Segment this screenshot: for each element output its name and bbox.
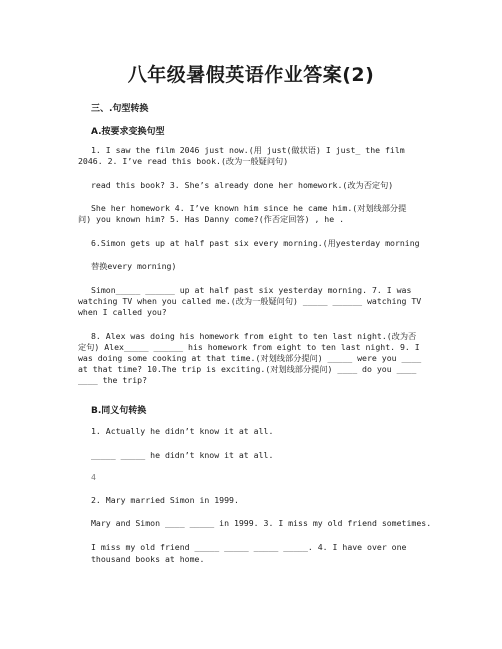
exercise-line: thousand books at home. bbox=[91, 554, 205, 564]
exercise-line: read this book? 3. She’s already done her homework.(改为否定句) bbox=[91, 180, 394, 190]
exercise-line: 2046. 2. I’ve read this book.(改为一般疑问句) bbox=[78, 156, 289, 166]
exercise-line: 1. Actually he didn’t know it at all. bbox=[91, 426, 274, 436]
part-a-heading: A.按要求变换句型 bbox=[91, 127, 165, 137]
document-title: 八年级暑假英语作业答案(2) bbox=[127, 64, 375, 86]
part-b-heading: B.同义句转换 bbox=[91, 406, 147, 416]
exercise-line: ____ the trip? bbox=[78, 375, 148, 385]
exercise-line: was doing some cooking at that time.(对划线部分提问) _____ were you ____ bbox=[78, 353, 422, 363]
exercise-line: 2. Mary married Simon in 1999. bbox=[91, 495, 239, 505]
exercise-line: when I called you? bbox=[78, 307, 167, 317]
exercise-line: 8. Alex was doing his homework from eight to ten last night.(改为否 bbox=[91, 331, 417, 341]
page-number: 4 bbox=[91, 472, 96, 482]
exercise-line: Simon_____ ______ up at half past six yesterday morning. 7. I was bbox=[91, 285, 412, 295]
exercise-line: 定句) Alex_____ ______ his homework from eight to ten last night. 9. I bbox=[78, 342, 420, 352]
exercise-line: _____ _____ he didn’t know it at all. bbox=[91, 450, 274, 460]
exercise-line: watching TV when you called me.(改为一般疑问句) _____ ______ watching TV bbox=[78, 296, 422, 306]
exercise-line: She her homework 4. I’ve known him since he came him.(对划线部分提 bbox=[91, 203, 407, 213]
section-heading: 三、.句型转换 bbox=[91, 104, 149, 114]
exercise-line: I miss my old friend _____ _____ _____ _____. 4. I have over one bbox=[91, 542, 407, 552]
exercise-line: 1. I saw the film 2046 just now.(用 just(做状语) I just_ the film bbox=[91, 145, 405, 155]
exercise-line: at that time? 10.The trip is exciting.(对划线部分提问) ____ do you ____ bbox=[78, 364, 417, 374]
exercise-line: 6.Simon gets up at half past six every morning.(用yesterday morning bbox=[91, 238, 420, 248]
exercise-line: 替换every morning) bbox=[91, 261, 177, 271]
exercise-line: Mary and Simon ____ _____ in 1999. 3. I miss my old friend sometimes. bbox=[91, 518, 432, 528]
exercise-line: 问) you known him? 5. Has Danny come?(作否定回答) , he . bbox=[78, 214, 345, 224]
